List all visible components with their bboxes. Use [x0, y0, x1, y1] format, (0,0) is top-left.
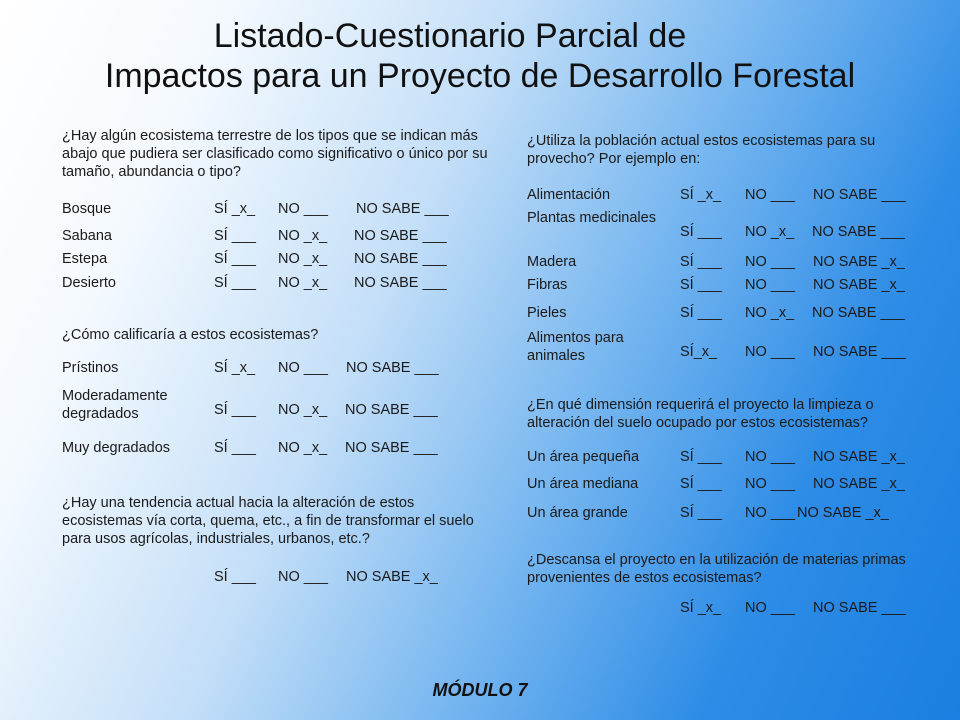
- answer-si: SÍ ___: [680, 505, 722, 521]
- answer-no: NO _x_: [278, 440, 328, 456]
- row-label-plantas-medicinales: Plantas medicinales: [527, 210, 656, 226]
- answer-no: NO ___: [745, 344, 795, 360]
- answer-si: SÍ ___: [680, 254, 722, 270]
- answer-no: NO _x_: [278, 251, 328, 267]
- row-label: Prístinos: [62, 360, 119, 376]
- answer-no-sabe: NO SABE ___: [345, 440, 438, 456]
- row-label: Un área grande: [527, 505, 628, 521]
- answer-no-sabe: NO SABE _x_: [346, 569, 438, 585]
- row-label: Muy degradados: [62, 440, 171, 456]
- answer-si: SÍ ___: [214, 440, 256, 456]
- question-materias-primas: ¿Descansa el proyecto en la utilización de materias primas provenientes de estos ecosistemas?: [527, 552, 906, 586]
- question-uso-poblacion: ¿Utiliza la población actual estos ecosistemas para su provecho? Por ejemplo en:: [527, 133, 876, 167]
- answer-si: SÍ ___: [680, 449, 722, 465]
- answer-no: NO ___: [745, 476, 795, 492]
- answer-si: SÍ ___: [214, 251, 256, 267]
- answer-no-sabe: NO SABE _x_: [813, 277, 905, 293]
- answer-si: SÍ ___: [214, 228, 256, 244]
- answer-si: SÍ ___: [214, 569, 256, 585]
- row-label-moderadamente-degradados: Moderadamente degradados: [62, 388, 168, 422]
- answer-si: SÍ ___: [680, 277, 722, 293]
- answer-no-sabe: NO SABE ___: [812, 224, 905, 240]
- title-line-2: Impactos para un Proyecto de Desarrollo Forestal: [104, 57, 856, 95]
- answer-si: SÍ ___: [214, 275, 256, 291]
- answer-no: NO ___: [745, 277, 795, 293]
- answer-no-sabe: NO SABE ___: [812, 305, 905, 321]
- question-tendencia-alteracion: ¿Hay una tendencia actual hacia la alteración de estos ecosistemas vía corta, quema, etc., a fin de transformar el suelo para usos agrícolas, industriales, urbanos, etc.?: [62, 495, 474, 547]
- row-label: Sabana: [62, 228, 112, 244]
- answer-no: NO _x_: [278, 228, 328, 244]
- answer-no: NO _x_: [278, 275, 328, 291]
- answer-no: NO _x_: [278, 402, 328, 418]
- answer-no-sabe: NO SABE ___: [354, 228, 447, 244]
- answer-no-sabe: NO SABE ___: [813, 187, 906, 203]
- answer-no: NO ___: [745, 600, 795, 616]
- answer-si: SÍ ___: [214, 402, 256, 418]
- row-label: Estepa: [62, 251, 108, 267]
- row-label: Fibras: [527, 277, 568, 293]
- question-calificacion: ¿Cómo calificaría a estos ecosistemas?: [62, 327, 319, 343]
- answer-no-sabe: NO SABE ___: [813, 600, 906, 616]
- answer-no-sabe: NO SABE ___: [345, 402, 438, 418]
- answer-no: NO ___: [745, 187, 795, 203]
- answer-si: SÍ ___: [680, 305, 722, 321]
- answer-si: SÍ _x_: [214, 360, 256, 376]
- answer-no: NO ___: [278, 360, 328, 376]
- question-ecosistema-significativo: ¿Hay algún ecosistema terrestre de los tipos que se indican más abajo que pudiera ser clasificado como significativo o único por su tamaño, abundancia o tipo?: [62, 128, 488, 180]
- row-label: Bosque: [62, 201, 112, 217]
- answer-no-sabe: NO SABE _x_: [813, 449, 905, 465]
- answer-si: SÍ _x_: [680, 187, 722, 203]
- answer-no-sabe: NO SABE _x_: [797, 505, 889, 521]
- row-label: Un área pequeña: [527, 449, 640, 465]
- question-dimension-limpieza: ¿En qué dimensión requerirá el proyecto la limpieza o alteración del suelo ocupado por estos ecosistemas?: [527, 397, 874, 431]
- answer-no-sabe: NO SABE ___: [356, 201, 449, 217]
- row-label: Alimentación: [527, 187, 611, 203]
- answer-no-sabe: NO SABE ___: [354, 275, 447, 291]
- row-label: Desierto: [62, 275, 116, 291]
- answer-no: NO _x_: [745, 305, 795, 321]
- answer-no: NO ___: [745, 449, 795, 465]
- answer-si: SÍ _x_: [214, 201, 256, 217]
- answer-no-sabe: NO SABE ___: [813, 344, 906, 360]
- row-label: Madera: [527, 254, 577, 270]
- answer-no: NO ___: [278, 569, 328, 585]
- answer-no: NO _x_: [745, 224, 795, 240]
- row-label: Pieles: [527, 305, 567, 321]
- answer-si: SÍ_x_: [680, 344, 718, 360]
- title-line-1: Listado-Cuestionario Parcial de: [213, 17, 687, 55]
- module-footer: MÓDULO 7: [432, 680, 528, 700]
- answer-no: NO ___: [745, 505, 795, 521]
- answer-si: SÍ ___: [680, 224, 722, 240]
- row-label: Un área mediana: [527, 476, 639, 492]
- answer-no-sabe: NO SABE ___: [354, 251, 447, 267]
- answer-no-sabe: NO SABE ___: [346, 360, 439, 376]
- answer-si: SÍ ___: [680, 476, 722, 492]
- answer-no: NO ___: [745, 254, 795, 270]
- answer-no-sabe: NO SABE _x_: [813, 254, 905, 270]
- answer-no: NO ___: [278, 201, 328, 217]
- answer-si: SÍ _x_: [680, 600, 722, 616]
- row-label-alimentos-animales: Alimentos para animales: [527, 330, 624, 364]
- answer-no-sabe: NO SABE _x_: [813, 476, 905, 492]
